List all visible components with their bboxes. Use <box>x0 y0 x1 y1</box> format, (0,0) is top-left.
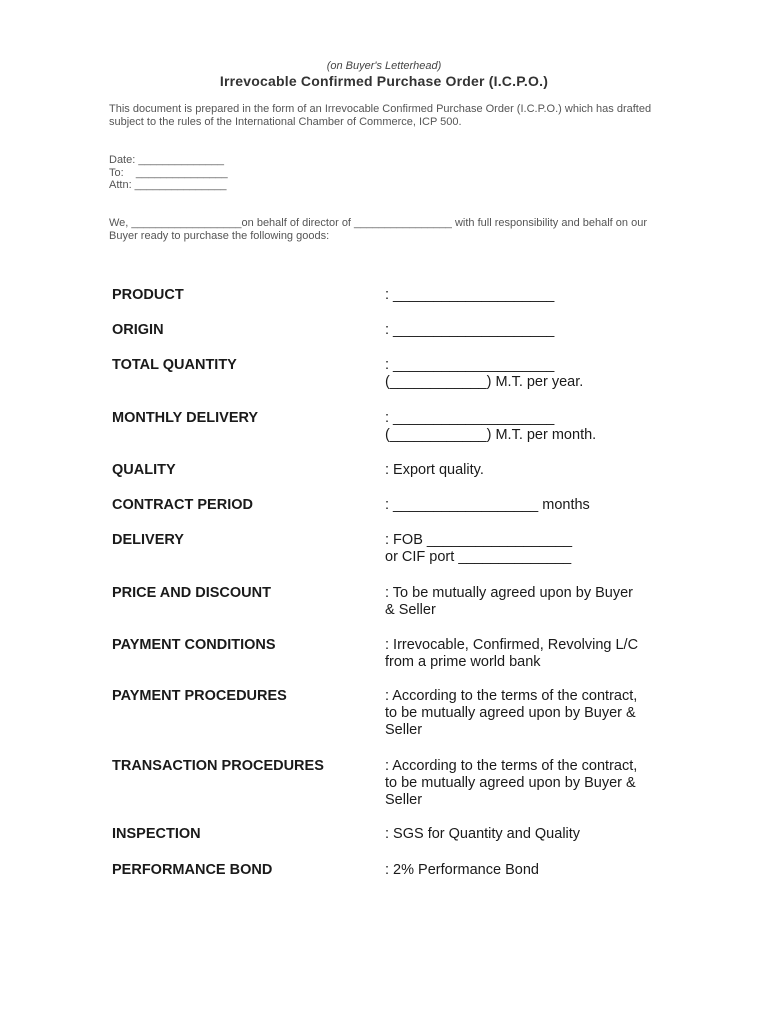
term-label: PRODUCT <box>112 287 184 303</box>
term-value: : ____________________ (____________) M.T. per year. <box>385 357 584 390</box>
term-label: CONTRACT PERIOD <box>112 497 253 513</box>
letterhead-note: (on Buyer's Letterhead) <box>326 60 442 72</box>
term-value: : __________________ months <box>385 497 590 513</box>
term-label: PERFORMANCE BOND <box>112 862 273 878</box>
term-label: INSPECTION <box>112 826 201 842</box>
term-label: PAYMENT CONDITIONS <box>112 637 276 653</box>
term-label: MONTHLY DELIVERY <box>112 410 259 426</box>
date-field: Date: ______________ <box>109 154 224 166</box>
term-value: : To be mutually agreed upon by Buyer & Seller <box>385 585 634 618</box>
attn-field: Attn: _______________ <box>109 179 227 191</box>
term-value: : FOB __________________ or CIF port ______________ <box>385 532 573 565</box>
term-value: : Irrevocable, Confirmed, Revolving L/C from a prime world bank <box>385 637 639 670</box>
document-title: Irrevocable Confirmed Purchase Order (I.C.P.O.) <box>219 73 549 89</box>
intro-paragraph: This document is prepared in the form of an Irrevocable Confirmed Purchase Order (I.C.P.O.) which has drafted subject to the rules of the International Chamber of Commerce, ICP 500. <box>109 103 652 128</box>
term-label: DELIVERY <box>112 532 184 548</box>
term-label: TOTAL QUANTITY <box>112 357 237 373</box>
term-value: : ____________________ <box>385 322 555 338</box>
term-label: PAYMENT PROCEDURES <box>112 688 287 704</box>
term-value: : According to the terms of the contract, to be mutually agreed upon by Buyer & Seller <box>385 758 638 808</box>
term-value: : ____________________ <box>385 287 555 303</box>
to-field: To: _______________ <box>109 166 228 179</box>
term-value: : SGS for Quantity and Quality <box>385 826 581 842</box>
term-label: QUALITY <box>112 462 176 478</box>
buyer-statement: We, __________________on behalf of director of ________________ with full responsibility and behalf on our Buyer ready to purchase the following goods: <box>109 217 647 242</box>
term-value: : Export quality. <box>385 462 484 478</box>
term-value: : ____________________ (____________) M.T. per month. <box>385 410 597 443</box>
term-value: : According to the terms of the contract, to be mutually agreed upon by Buyer & Seller <box>385 688 638 738</box>
term-label: ORIGIN <box>112 322 164 338</box>
term-label: PRICE AND DISCOUNT <box>112 585 271 601</box>
term-value: : 2% Performance Bond <box>385 862 539 878</box>
term-label: TRANSACTION PROCEDURES <box>112 758 324 774</box>
